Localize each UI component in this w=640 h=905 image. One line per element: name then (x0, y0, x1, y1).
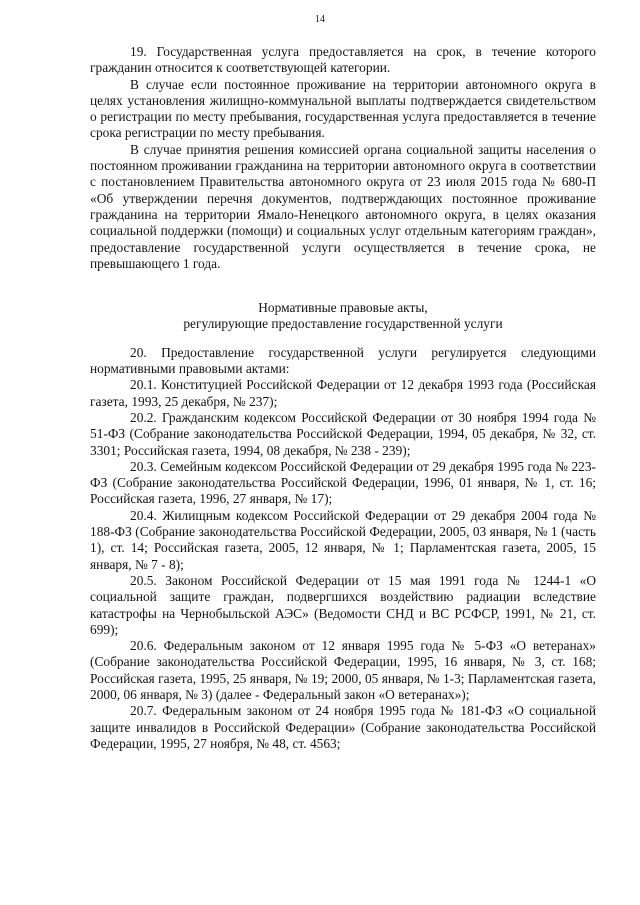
section-heading-line-2: регулирующие предоставление государственной услуги (183, 316, 503, 332)
paragraph-20-7: 20.7. Федеральным законом от 24 ноября 1995 года № 181-ФЗ «О социальной защите инвалидов в Российской Федерации» (Собрание законодательства Российской Федерации, 1995, 27 ноября, № 48, ст. 4563; (90, 703, 596, 751)
paragraph-20: 20. Предоставление государственной услуги регулируется следующими нормативными правовыми актами: (90, 344, 596, 377)
paragraph-20-6: 20.6. Федеральным законом от 12 января 1995 года № 5-ФЗ «О ветеранах» (Собрание законодательства Российской Федерации, 1995, 16 января, № 3, ст. 168; Российская газета, 1995, 25 января, № 19; 2000, 05 января, № 1-3; Парламентская газета, 2000, 06 января, № 3) (далее - Федеральный закон «О ветеранах»); (90, 638, 596, 702)
paragraph-20-5: 20.5. Законом Российской Федерации от 15 мая 1991 года № 1244-1 «О социальной защите граждан, подвергшихся воздействию радиации вследствие катастрофы на Чернобыльской АЭС» (Ведомости СНД и ВС РСФСР, 1991, № 21, ст. 699); (90, 572, 596, 637)
paragraph-19: 19. Государственная услуга предоставляется на срок, в течение которого гражданин относится к соответствующей категории. (90, 44, 596, 76)
paragraph-registration: В случае если постоянное проживание на территории автономного округа в целях установления жилищно-коммунальной выплаты подтверждается свидетельством о регистрации по месту пребывания, государственная услуга предоставляется в течение срока регистрации по месту пребывания. (90, 76, 596, 141)
paragraph-20-2: 20.2. Гражданским кодексом Российской Федерации от 30 ноября 1994 года № 51-ФЗ (Собрание законодательства Российской Федерации, 1994, 05 декабря, № 32, ст. 3301; Российская газета, 1994, 08 декабря, № 238 - 239); (90, 409, 596, 458)
paragraph-commission-decision: В случае принятия решения комиссией органа социальной защиты населения о постоянном проживании гражданина на территории автономного округа в соответствии с постановлением Правительства автономного округа от 23 июля 2015 года № 680-П «Об утверждении перечня документов, подтверждающих постоянное проживание гражданина на территории Ямало-Ненецкого автономного округа, в целях оказания социальной поддержки (помощи) и социальных услуг отдельным категориям граждан», предоставление государственной услуги осуществляется в течение срока, не превышающего 1 года. (90, 141, 596, 271)
paragraph-20-1: 20.1. Конституцией Российской Федерации от 12 декабря 1993 года (Российская газета, 1993, 25 декабря, № 237); (90, 377, 596, 409)
paragraph-20-3: 20.3. Семейным кодексом Российской Федерации от 29 декабря 1995 года № 223-ФЗ (Собрание законодательства Российской Федерации, 1996, 01 января, № 1, ст. 16; Российская газета, 1996, 27 января, № 17); (90, 458, 596, 507)
page-number: 14 (315, 14, 325, 25)
paragraph-20-4: 20.4. Жилищным кодексом Российской Федерации от 29 декабря 2004 года № 188-ФЗ (Собрание законодательства Российской Федерации, 2005, 03 января, № 1 (часть 1), ст. 14; Российская газета, 2005, 12 января, № 1; Парламентская газета, 2005, 15 января, № 7 - 8); (90, 507, 596, 572)
section-heading-line-1: Нормативные правовые акты, (258, 300, 428, 316)
section-heading (90, 288, 596, 333)
document-body (90, 44, 596, 752)
